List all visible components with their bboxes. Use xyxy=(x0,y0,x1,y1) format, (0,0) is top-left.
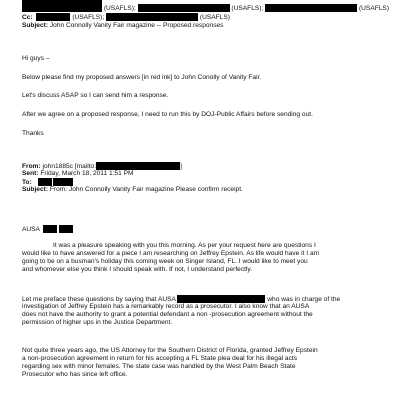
header-cc-line xyxy=(22,13,230,22)
subject-value: John Connolly Vanity Fair magazine -- Proposed responses xyxy=(49,22,224,29)
fwd-from-end: ] xyxy=(180,163,182,170)
redaction-bar xyxy=(43,225,57,233)
letter-p3-line4: Prosecutor who has since left office. xyxy=(22,371,128,378)
header-subject-line xyxy=(22,22,223,30)
fwd-sent-label: Sent: xyxy=(22,170,39,177)
cc-label: Cc: xyxy=(22,14,33,21)
fwd-from-label: From: xyxy=(22,163,41,170)
redaction-bar xyxy=(59,225,73,233)
letter-p2-line4: permission of higher ups in the Justice Department. xyxy=(22,319,173,326)
fwd-subject-label: Subject: xyxy=(22,186,49,193)
greeting: Hi guys – xyxy=(22,55,50,62)
letter-p1-line1: It was a pleasure speaking with you this morning. As per your request here are questions I xyxy=(53,242,316,249)
fwd-from-value: john1885c [mailto: xyxy=(42,163,97,170)
to-recipient-3: (USAFLS) xyxy=(358,5,390,12)
letter-p3-line1: Not quite three years ago, the US Attorney for the Southern District of Florida, granted Jeffrey Epstein xyxy=(22,347,318,354)
redaction-bar xyxy=(38,178,52,186)
redaction-bar xyxy=(106,13,198,21)
fwd-subject-line xyxy=(22,186,243,194)
subject-label: Subject: xyxy=(22,22,49,29)
header-to-line xyxy=(22,4,389,13)
body-paragraph-1: Below please find my proposed answers [in red ink] to John Conolly of Vanity Fair. xyxy=(22,74,262,81)
redaction-bar xyxy=(22,4,102,12)
fwd-to-label: To: xyxy=(22,179,32,186)
letter-p2-line1-b: who was in charge of the xyxy=(267,296,341,303)
letter-p1-line3: going to be on a busman's holiday this coming week on Singer Island, FL. I would like to meet you xyxy=(22,258,308,265)
redaction-bar xyxy=(22,0,102,4)
to-recipient-2: (USAFLS); xyxy=(231,5,264,12)
cc-recipient-2: (USAFLS) xyxy=(199,14,230,21)
body-thanks: Thanks xyxy=(22,130,44,137)
salutation-text: AUSA xyxy=(22,226,40,233)
redaction-bar xyxy=(177,295,265,303)
letter-p2-line2: investigation of Jeffrey Epstein has a remarkably record as a prosecutor. I also know that an AUSA xyxy=(22,303,310,310)
fwd-sent-value: Friday, March 18, 2011 1:51 PM xyxy=(40,170,134,177)
letter-p2-line1-a: Let me preface these questions by saying that AUSA xyxy=(22,296,176,303)
letter-p1-line2: would like to have answered for a piece I am researching on Jeffrey Epstein. As life would have it I am xyxy=(22,250,320,257)
letter-salutation xyxy=(22,225,73,234)
redaction-bar xyxy=(36,13,70,21)
fwd-subject-value: From: John Connolly Vanity Fair magazine Please confirm receipt. xyxy=(49,186,243,193)
cc-recipient-1: (USAFLS); xyxy=(72,14,105,21)
redaction-bar xyxy=(53,178,73,186)
letter-p3-line3: regarding sex with minor females. The state case was handled by the West Palm Beach State xyxy=(22,363,296,370)
redaction-bar xyxy=(138,4,230,12)
letter-p2-line3: does not have the authority to grant a potential defendant a non -prosecution agreement without the xyxy=(22,311,313,318)
redaction-bar xyxy=(96,162,180,170)
redaction-bar xyxy=(265,4,357,12)
letter-p1-line4: and whomever else you think I should speak with. If not, I understand perfectly. xyxy=(22,266,253,273)
body-paragraph-3: After we agree on a proposed response, I need to run this by DOJ-Public Affairs before sending out. xyxy=(22,111,313,118)
letter-p3-line2: a non-prosecution agreement in return for his accepting a FL State plea deal for his illegal acts xyxy=(22,355,298,362)
to-recipient-1: (USAFLS); xyxy=(103,5,136,12)
body-paragraph-2: Let's discuss ASAP so I can send him a response. xyxy=(22,92,169,99)
